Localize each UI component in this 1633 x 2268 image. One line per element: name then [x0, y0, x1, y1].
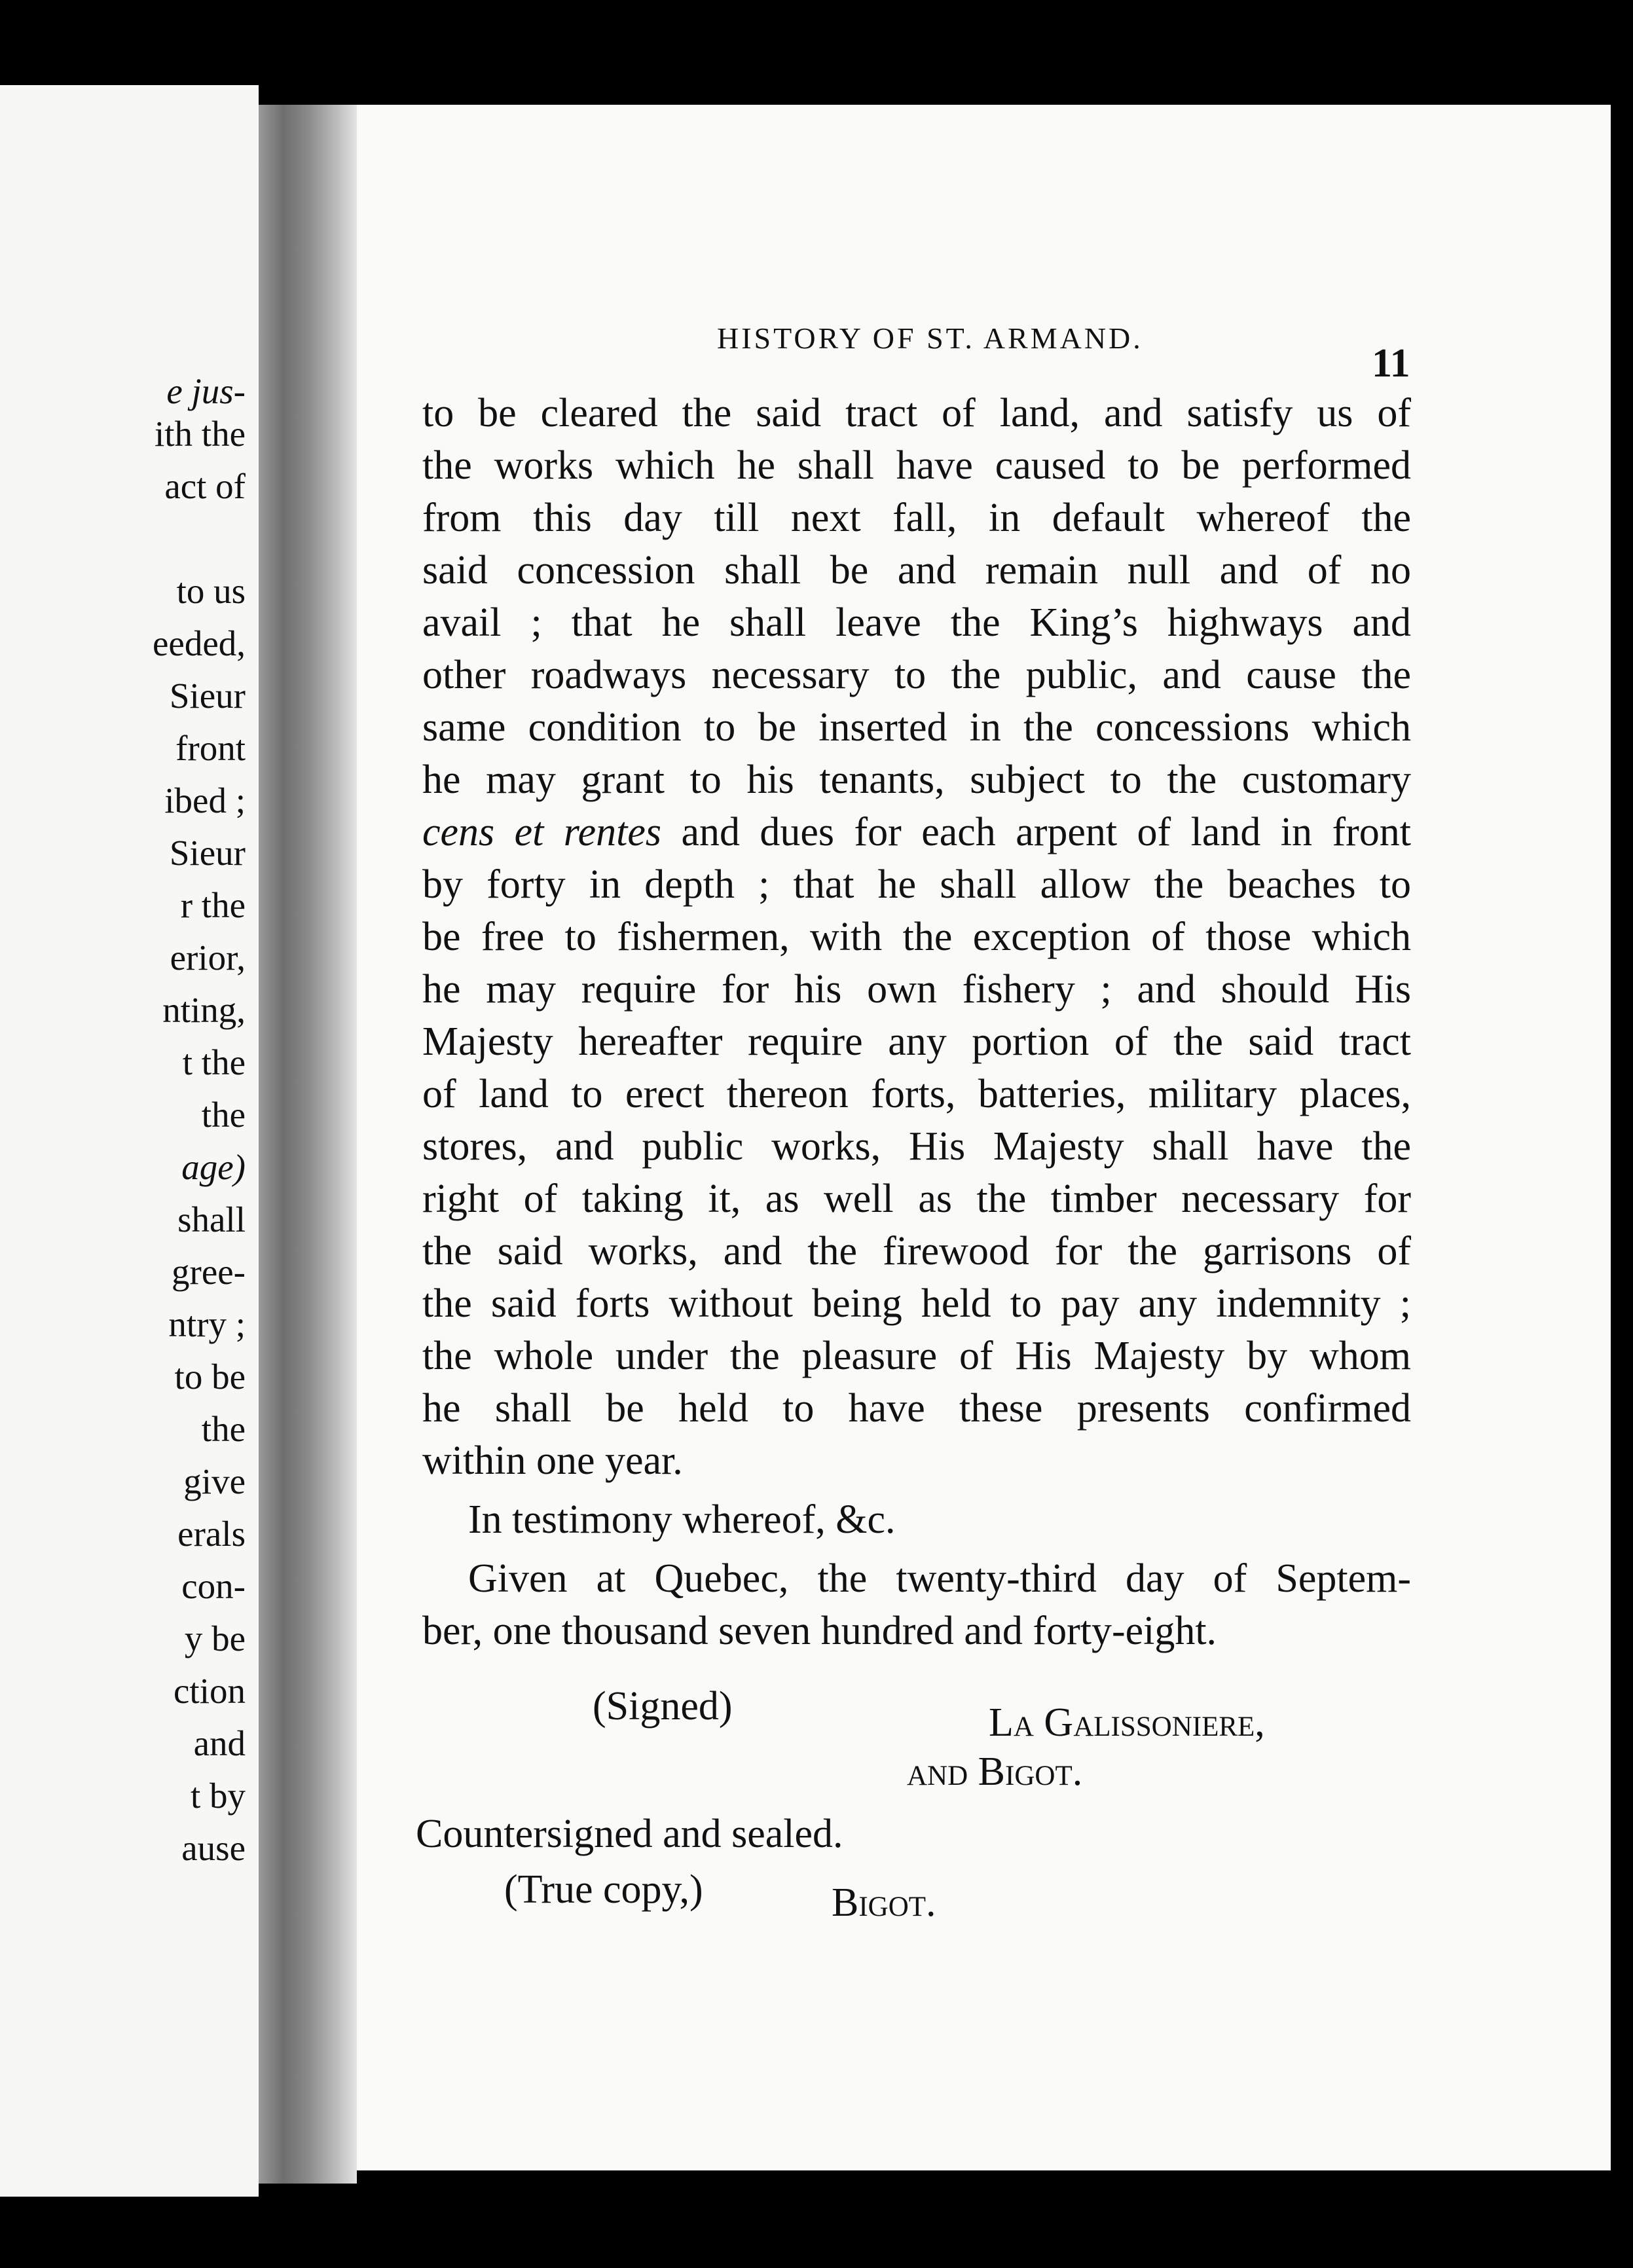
left-page-line: t the	[182, 1042, 246, 1082]
previous-page	[0, 85, 259, 2197]
body-line: within one year.	[422, 1438, 683, 1483]
left-page-line: ause	[181, 1828, 246, 1868]
given-line: Given at Quebec, the twenty-third day of Septem-	[468, 1556, 1411, 1601]
body-line: be free to fishermen, with the exception of those which	[422, 915, 1411, 959]
body-line: of land to erect thereon forts, batteries, military places,	[422, 1072, 1411, 1116]
left-page-line: erior,	[170, 938, 246, 978]
body-line: said concession shall be and remain null and of no	[422, 548, 1411, 593]
true-copy-label: (True copy,)	[504, 1867, 703, 1912]
left-page-line: age)	[181, 1147, 246, 1187]
body-line: right of taking it, as well as the timber necessary for	[422, 1177, 1411, 1221]
left-page-line: eeded,	[153, 623, 246, 663]
body-line: other roadways necessary to the public, and cause the	[422, 653, 1411, 697]
signatory-name: La Galissoniere,	[989, 1700, 1265, 1745]
body-line: from this day till next fall, in default whereof the	[422, 496, 1411, 540]
body-line: the said forts without being held to pay any indemnity ;	[422, 1281, 1411, 1326]
left-page-line: ntry ;	[168, 1304, 246, 1344]
body-line: same condition to be inserted in the concessions which	[422, 705, 1411, 750]
body-line-rest: and dues for each arpent of land in front	[681, 810, 1411, 854]
left-page-line: r the	[180, 885, 246, 925]
left-page-line: and	[193, 1723, 246, 1763]
given-line: ber, one thousand seven hundred and forty-eight.	[422, 1609, 1217, 1653]
left-page-line: to be	[174, 1357, 246, 1397]
left-page-line: Sieur	[169, 676, 246, 716]
countersigned-line: Countersigned and sealed.	[416, 1812, 843, 1856]
signatory-name: Bigot.	[832, 1880, 936, 1925]
left-page-line: shall	[177, 1199, 246, 1239]
body-line: he shall be held to have these presents confirmed	[422, 1386, 1411, 1431]
body-line: the said works, and the firewood for the garrisons of	[422, 1229, 1411, 1273]
left-page-line: ith the	[154, 414, 246, 454]
left-page-line: nting,	[162, 990, 246, 1030]
signatory-name: and Bigot.	[907, 1749, 1083, 1794]
body-line: the whole under the pleasure of His Majesty by whom	[422, 1334, 1411, 1378]
left-page-line: the	[201, 1409, 246, 1449]
left-page-line: e jus-	[166, 371, 246, 411]
body-line: Majesty hereafter require any portion of the said tract	[422, 1019, 1411, 1064]
body-line: stores, and public works, His Majesty shall have the	[422, 1124, 1411, 1169]
left-page-line: y be	[184, 1619, 246, 1658]
left-page-line: ibed ;	[164, 780, 246, 820]
testimony-line: In testimony whereof, &c.	[468, 1497, 896, 1542]
running-head: HISTORY OF ST. ARMAND.	[717, 321, 1143, 355]
page-number: 11	[1372, 341, 1410, 386]
left-page-line: give	[183, 1461, 246, 1501]
left-page-line: to us	[176, 571, 246, 611]
left-page-line: the	[201, 1095, 246, 1135]
body-line: avail ; that he shall leave the King’s highways and	[422, 600, 1411, 645]
left-page-line: front	[175, 728, 246, 768]
left-page-line: erals	[177, 1514, 246, 1554]
body-line: to be cleared the said tract of land, and satisfy us of	[422, 391, 1411, 435]
body-line: he may require for his own fishery ; and should His	[422, 967, 1411, 1012]
body-line: the works which he shall have caused to be performed	[422, 443, 1411, 488]
left-page-line: t by	[190, 1776, 246, 1816]
body-line	[422, 812, 1411, 852]
left-page-line: con-	[181, 1566, 246, 1606]
italic-phrase: cens et rentes	[422, 810, 661, 854]
signed-label: (Signed)	[593, 1684, 733, 1728]
body-line: by forty in depth ; that he shall allow the beaches to	[422, 862, 1411, 907]
book-gutter	[259, 105, 357, 2184]
left-page-line: Sieur	[169, 833, 246, 873]
body-line: he may grant to his tenants, subject to the customary	[422, 758, 1411, 802]
left-page-line: ction	[174, 1671, 246, 1711]
left-page-line: act of	[164, 466, 246, 506]
left-page-line: gree-	[172, 1252, 246, 1292]
